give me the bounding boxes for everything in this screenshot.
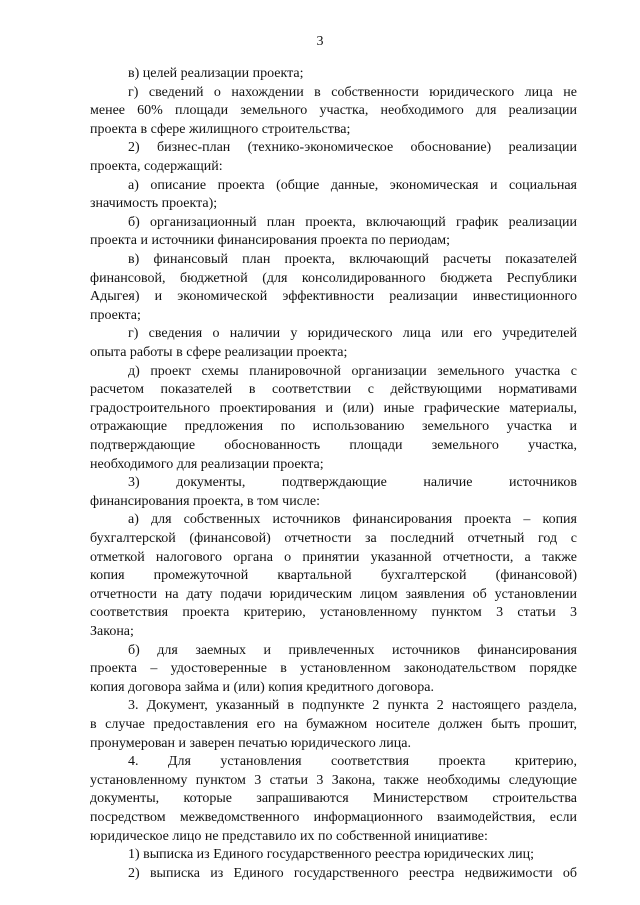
page-number: 3	[316, 34, 324, 49]
text-line: посредством межведомственного информационного взаимодействия, если	[90, 810, 577, 825]
text-line: б) организационный план проекта, включающий график реализации	[128, 215, 577, 230]
text-line: копия договора займа и (или) копия кредитного договора.	[90, 680, 434, 695]
text-line: градостроительного проектирования и (или) иные графические материалы,	[90, 401, 577, 416]
text-line: а) описание проекта (общие данные, экономическая и социальная	[128, 178, 577, 193]
text-line: отчетности на дату подачи юридическим лицом заявления об установлении	[90, 587, 577, 602]
text-line: проекта и источники финансирования проекта по периодам;	[90, 233, 450, 248]
text-line: копия промежуточной квартальной бухгалтерской (финансовой)	[90, 568, 577, 583]
text-line: 2) выписка из Единого государственного реестра недвижимости об	[128, 866, 577, 881]
text-line: пронумерован и заверен печатью юридического лица.	[90, 736, 411, 751]
text-line: расчетом показателей в соответствии с действующими нормативами	[90, 382, 577, 397]
text-line: 4. Для установления соответствия проекта критерию,	[128, 754, 577, 769]
text-line: в) финансовый план проекта, включающий расчеты показателей	[128, 252, 577, 267]
text-line: значимость проекта);	[90, 196, 218, 211]
text-line: подтверждающие обоснованность площади земельного участка,	[90, 438, 577, 453]
text-line: Адыгея) и экономической эффективности реализации инвестиционного	[90, 289, 577, 304]
text-line: г) сведения о наличии у юридического лица или его учредителей	[128, 326, 577, 341]
text-line: а) для собственных источников финансирования проекта – копия	[128, 512, 577, 527]
text-line: юридическое лицо не представило их по собственной инициативе:	[90, 829, 488, 844]
text-line: 1) выписка из Единого государственного реестра юридических лиц;	[128, 847, 534, 862]
text-line: необходимого для реализации проекта;	[90, 457, 324, 472]
text-line: установленному пунктом 3 статьи 3 Закона, также необходимы следующие	[90, 773, 577, 788]
text-line: 3) документы, подтверждающие наличие источников	[128, 475, 577, 490]
text-line: опыта работы в сфере реализации проекта;	[90, 345, 348, 360]
text-line: в случае предоставления его на бумажном носителе должен быть прошит,	[90, 717, 577, 732]
text-line: бухгалтерской (финансовой) отчетности за последний отчетный год с	[90, 531, 577, 546]
text-line: финансовой, бюджетной (для консолидированного бюджета Республики	[90, 271, 577, 286]
text-line: документы, которые запрашиваются Министерством строительства	[90, 791, 577, 806]
text-line: проекта;	[90, 308, 141, 323]
text-line: соответствия проекта критерию, установленному пунктом 3 статьи 3	[90, 605, 577, 620]
text-line: в) целей реализации проекта;	[128, 66, 304, 81]
text-line: проекта в сфере жилищного строительства;	[90, 122, 351, 137]
text-line: 2) бизнес-план (технико-экономическое обоснование) реализации	[128, 140, 577, 155]
text-line: финансирования проекта, в том числе:	[90, 494, 321, 509]
text-line: б) для заемных и привлеченных источников финансирования	[128, 643, 577, 658]
text-line: г) сведений о нахождении в собственности юридического лица не	[128, 85, 577, 100]
text-line: 3. Документ, указанный в подпункте 2 пункта 2 настоящего раздела,	[128, 698, 577, 713]
text-line: проекта, содержащий:	[90, 159, 223, 174]
text-line: отражающие предложения по использованию земельного участка и	[90, 419, 577, 434]
text-line: отметкой налогового органа о принятии указанной отчетности, а также	[90, 550, 577, 565]
text-line: менее 60% площади земельного участка, необходимого для реализации	[90, 103, 577, 118]
text-line: проекта – удостоверенные в установленном законодательством порядке	[90, 661, 577, 676]
text-line: Закона;	[90, 624, 134, 639]
text-line: д) проект схемы планировочной организации земельного участка с	[128, 364, 577, 379]
